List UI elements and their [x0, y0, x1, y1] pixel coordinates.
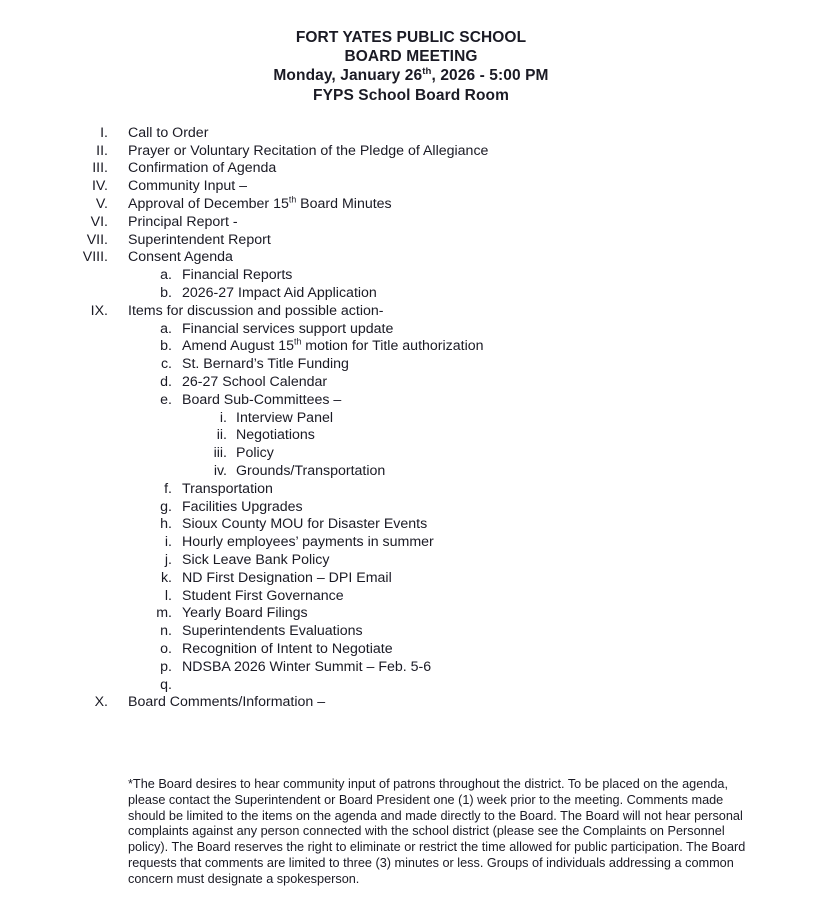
agenda-item-label: ND First Designation – DPI Email: [182, 569, 392, 586]
agenda-item-ordinal-suffix: th: [294, 336, 302, 347]
agenda-item-label: Transportation: [182, 480, 273, 497]
agenda-item-label: Recognition of Intent to Negotiate: [182, 640, 393, 657]
agenda-item-row: [0, 694, 822, 712]
agenda-item-row: [0, 534, 822, 552]
agenda-item-label: Financial Reports: [182, 267, 293, 284]
agenda-item-row: [0, 659, 822, 677]
date-ordinal-suffix: th: [422, 66, 432, 78]
agenda-item-marker: i.: [219, 409, 227, 426]
agenda-item-marker: VIII.: [82, 249, 108, 266]
agenda-item-row: [0, 481, 822, 499]
agenda-item-label: Student First Governance: [182, 587, 344, 604]
agenda-item-marker: j.: [164, 551, 172, 568]
agenda-item-label: Prayer or Voluntary Recitation of the Pledge of Allegiance: [128, 142, 489, 159]
agenda-item-row: [0, 196, 822, 214]
agenda-item-row: [0, 338, 822, 356]
agenda-item-marker: n.: [160, 623, 172, 640]
agenda-item-row: [0, 588, 822, 606]
agenda-item-label: Call to Order: [128, 124, 209, 141]
agenda-item-row: [0, 499, 822, 517]
agenda-item-label: St. Bernard’s Title Funding: [182, 356, 349, 373]
agenda-item-label: Negotiations: [236, 427, 315, 444]
agenda-item-label-prefix: Approval of December 15: [128, 196, 289, 212]
agenda-item-label-prefix: Amend August 15: [182, 338, 295, 355]
agenda-item-row: [0, 410, 822, 428]
agenda-item-marker: k.: [160, 569, 172, 586]
agenda-item-label: Consent Agenda: [128, 249, 233, 266]
agenda-item-marker: o.: [160, 640, 172, 657]
agenda-item-marker: ii.: [216, 427, 227, 444]
meeting-date-suffix: , 2026 - 5:00 PM: [431, 67, 549, 85]
agenda-item-marker: b.: [160, 338, 172, 355]
agenda-item-label: Financial services support update: [182, 320, 394, 337]
agenda-item-label: Grounds/Transportation: [236, 462, 386, 479]
agenda-item-label: Interview Panel: [236, 409, 333, 426]
agenda-item-label: Items for discussion and possible action-: [128, 302, 384, 319]
agenda-item-marker: m.: [156, 605, 172, 622]
agenda-item-row: [0, 570, 822, 588]
meeting-date-prefix: Monday, January 26: [273, 67, 423, 85]
agenda-item-marker: III.: [92, 160, 108, 177]
agenda-item-marker: p.: [160, 658, 172, 675]
agenda-item-marker: l.: [164, 587, 172, 604]
agenda-item-label: [182, 338, 484, 356]
document-header: [0, 0, 822, 105]
agenda-item-marker: iv.: [213, 462, 227, 479]
agenda-item-row: [0, 249, 822, 267]
agenda-item-ordinal-suffix: th: [288, 194, 297, 205]
agenda-item-label: Superintendent Report: [128, 231, 271, 248]
agenda-item-label: 26-27 School Calendar: [182, 373, 328, 390]
agenda-item-label: Sick Leave Bank Policy: [182, 551, 330, 568]
agenda-item-row: [0, 214, 822, 232]
meeting-type-line: BOARD MEETING: [344, 48, 478, 66]
agenda-item-label: Sioux County MOU for Disaster Events: [182, 516, 428, 533]
public-comment-footnote: *The Board desires to hear community input of patrons throughout the district. To be placed on the agenda, please contact the Superintendent or Board President one (1) week prior to the meeting. Comments made should be limited to the items on the agenda and made directly to the Board. The Board will not hear personal complaints against any person connected with the school district (please see the Complaints on Personnel policy). The Board reserves the right to eliminate or restrict the time allowed for public participation. The Board requests that comments are limited to three (3) minutes or less. Groups of individuals addressing a common concern must designate a spokesperson.: [128, 776, 746, 887]
agenda-item-label: 2026-27 Impact Aid Application: [182, 284, 377, 301]
meeting-datetime-line: [0, 66, 822, 85]
agenda-item-row: [0, 143, 822, 161]
agenda-item-label: NDSBA 2026 Winter Summit – Feb. 5-6: [182, 658, 432, 675]
agenda-item-row: [0, 125, 822, 143]
agenda-item-marker: I.: [100, 124, 108, 141]
agenda-item-row: [0, 303, 822, 321]
agenda-item-marker: a.: [160, 267, 172, 284]
agenda-item-row: [0, 516, 822, 534]
agenda-item-label: Board Sub-Committees –: [182, 391, 342, 408]
agenda-item-row: [0, 267, 822, 285]
agenda-item-row: [0, 641, 822, 659]
agenda-item-marker: X.: [94, 694, 108, 711]
agenda-item-marker: II.: [96, 142, 108, 159]
agenda-item-row: [0, 445, 822, 463]
agenda-item-row: [0, 232, 822, 250]
agenda-item-label: [128, 196, 392, 214]
agenda-item-marker: c.: [160, 356, 172, 373]
agenda-item-row: [0, 677, 822, 695]
agenda-item-marker: IV.: [91, 178, 108, 195]
agenda-item-label-suffix: Board Minutes: [296, 196, 392, 212]
agenda-item-row: [0, 321, 822, 339]
agenda-item-row: [0, 392, 822, 410]
agenda-item-row: [0, 552, 822, 570]
agenda-item-row: [0, 178, 822, 196]
agenda-item-label: Principal Report -: [128, 213, 238, 230]
agenda-outline-list: [0, 125, 822, 712]
agenda-item-label: Yearly Board Filings: [182, 605, 308, 622]
agenda-item-label: Community Input –: [128, 178, 248, 195]
agenda-item-label: Superintendents Evaluations: [182, 623, 363, 640]
agenda-item-marker: IX.: [90, 302, 108, 319]
agenda-item-label: Confirmation of Agenda: [128, 160, 277, 177]
meeting-location-line: FYPS School Board Room: [313, 86, 509, 104]
agenda-item-row: [0, 463, 822, 481]
agenda-item-marker: g.: [160, 498, 172, 515]
agenda-item-marker: iii.: [213, 445, 227, 462]
agenda-item-row: [0, 160, 822, 178]
agenda-item-marker: e.: [160, 391, 172, 408]
agenda-item-label-suffix: motion for Title authorization: [301, 338, 484, 355]
agenda-item-row: [0, 285, 822, 303]
agenda-item-row: [0, 356, 822, 374]
agenda-item-marker: i.: [164, 534, 172, 551]
agenda-item-marker: VI.: [90, 213, 108, 230]
agenda-item-label: Hourly employees’ payments in summer: [182, 534, 434, 551]
agenda-item-marker: V.: [95, 196, 108, 212]
agenda-item-marker: b.: [160, 284, 172, 301]
agenda-item-marker: q.: [160, 676, 172, 693]
agenda-item-row: [0, 605, 822, 623]
agenda-item-marker: f.: [164, 480, 172, 497]
agenda-item-row: [0, 374, 822, 392]
school-name-line: FORT YATES PUBLIC SCHOOL: [295, 29, 527, 46]
agenda-item-label: Policy: [236, 445, 274, 462]
agenda-item-marker: a.: [160, 320, 172, 337]
agenda-item-row: [0, 427, 822, 445]
agenda-item-marker: d.: [160, 373, 172, 390]
agenda-item-row: [0, 623, 822, 641]
agenda-item-label: Facilities Upgrades: [182, 498, 303, 515]
agenda-item-marker: h.: [160, 516, 172, 533]
agenda-item-marker: VII.: [86, 231, 108, 248]
agenda-item-label: Board Comments/Information –: [128, 694, 326, 711]
